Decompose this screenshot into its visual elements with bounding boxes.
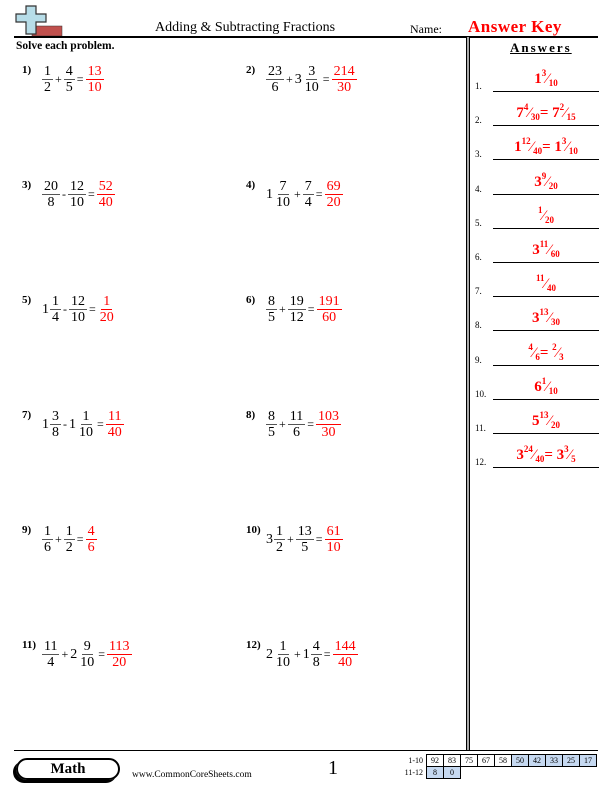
numerator: 144 (334, 639, 356, 654)
answer-row-5 (475, 199, 599, 231)
expression (266, 179, 343, 210)
denominator: 20 (99, 310, 114, 325)
answer-fraction (333, 639, 358, 670)
numerator: 1 (65, 524, 73, 539)
answers-title: Answers (510, 40, 572, 55)
denominator: 60 (322, 310, 337, 325)
first-fraction (42, 64, 53, 95)
score-cell: 83 (444, 755, 461, 767)
answer-line (493, 159, 599, 160)
expression (266, 64, 357, 95)
answer-column-divider-right (469, 37, 470, 750)
answer-line (493, 365, 599, 366)
first-fraction (274, 179, 292, 210)
answer-fraction (86, 524, 97, 555)
first-fraction (50, 294, 61, 325)
equals-sign: = (89, 302, 96, 316)
equals-sign: = (97, 417, 104, 431)
score-row-11-12 (392, 767, 597, 779)
denominator: 8 (312, 655, 320, 670)
answer-fraction (332, 64, 357, 95)
answer-row-2 (475, 96, 599, 128)
second-fraction (296, 524, 314, 555)
answer-value: $3^9⁄_{20}$ (534, 170, 558, 191)
numerator: 9 (83, 639, 91, 654)
numerator: 4 (312, 639, 320, 654)
answer-fraction (107, 639, 131, 670)
expression (42, 179, 115, 210)
numerator: 1 (103, 294, 111, 309)
numerator: 11 (289, 409, 304, 424)
numerator: 191 (318, 294, 340, 309)
denominator: 10 (80, 655, 95, 670)
whole-number: 1 (42, 301, 49, 317)
answer-fraction (316, 409, 341, 440)
denominator: 5 (268, 425, 275, 440)
problem-number: 2) (246, 64, 256, 76)
operator: + (55, 532, 62, 546)
whole-number: 1 (42, 416, 49, 432)
first-fraction (42, 179, 60, 210)
second-fraction (77, 409, 95, 440)
problem-number: 12) (246, 639, 261, 651)
equals-sign: = (307, 302, 315, 316)
operator: + (279, 417, 286, 431)
numerator: 61 (326, 524, 341, 539)
numerator: 4 (65, 64, 73, 79)
denominator: 12 (289, 310, 304, 325)
score-row-1-10 (392, 755, 597, 767)
first-fraction (266, 294, 277, 325)
numerator: 12 (70, 179, 84, 194)
answer-number: 1. (475, 81, 482, 91)
answer-fraction (325, 179, 343, 210)
numerator: 69 (326, 179, 341, 194)
numerator: 52 (98, 179, 113, 194)
whole-number: 3 (294, 71, 302, 87)
second-fraction (68, 179, 86, 210)
score-cell: 17 (580, 755, 597, 767)
denominator: 6 (293, 425, 301, 440)
expression (42, 639, 132, 670)
answer-number: 7. (475, 286, 482, 297)
equals-sign: = (307, 417, 315, 431)
equals-sign: = (98, 647, 106, 661)
answer-fraction (98, 294, 116, 325)
answer-line (493, 262, 599, 263)
answer-line (493, 330, 599, 331)
denominator: 6 (44, 540, 51, 555)
numerator: 8 (268, 409, 275, 424)
second-fraction (288, 294, 306, 325)
denominator: 2 (65, 540, 73, 555)
first-fraction (42, 639, 59, 670)
denominator: 20 (326, 195, 341, 210)
answer-line (493, 296, 599, 297)
answer-number: 2. (475, 115, 482, 126)
numerator: 1 (44, 524, 51, 539)
denominator: 8 (47, 195, 55, 210)
whole-number: 3 (266, 531, 273, 547)
numerator: 1 (52, 294, 59, 309)
answer-value: $1^3⁄_{10}$ (534, 68, 558, 88)
score-cell: 92 (427, 755, 444, 767)
math-plus-logo-icon (14, 4, 74, 36)
denominator: 10 (71, 310, 85, 325)
answer-value: $6^1⁄_{10}$ (534, 375, 558, 396)
second-fraction (303, 64, 321, 95)
answer-fraction (86, 64, 104, 95)
answer-number: 10. (475, 388, 487, 399)
operator: + (286, 72, 293, 86)
operator: - (62, 187, 66, 201)
equals-sign: = (322, 72, 330, 86)
answer-number: 8. (475, 320, 482, 331)
answer-number: 5. (475, 217, 482, 228)
operator: + (287, 532, 294, 546)
answer-line (493, 91, 599, 92)
answer-number: 11. (475, 423, 486, 433)
answer-row-1 (475, 62, 599, 94)
score-cell: 0 (444, 767, 461, 779)
answer-line (493, 433, 599, 434)
score-cell: 67 (478, 755, 495, 767)
expression (42, 409, 124, 440)
page-number: 1 (328, 757, 338, 779)
equals-sign: = (76, 72, 84, 86)
answer-number: 4. (475, 183, 482, 194)
score-cell: 8 (427, 767, 444, 779)
equals-sign: = (315, 532, 323, 546)
problem-number: 6) (246, 294, 256, 306)
whole-number: 2 (70, 646, 78, 662)
answer-row-11 (475, 404, 599, 436)
name-label: Name: (410, 22, 442, 36)
first-fraction (42, 524, 53, 555)
score-cell: 25 (563, 755, 580, 767)
answer-line (493, 467, 599, 468)
site-url: www.CommonCoreSheets.com (132, 770, 252, 780)
expression (42, 64, 104, 95)
answer-value: $3^{24}⁄_{40}=$ $3^3⁄_5$ (516, 444, 576, 465)
expression (266, 294, 342, 325)
answer-line (493, 228, 599, 229)
answer-row-12 (475, 438, 599, 470)
denominator: 40 (98, 195, 113, 210)
name-value: Answer Key (468, 17, 562, 36)
numerator: 11 (108, 409, 122, 424)
answer-fraction (317, 294, 342, 325)
score-row-label: 1-10 (408, 756, 423, 765)
numerator: 214 (333, 64, 355, 79)
equals-sign: = (76, 532, 84, 546)
operator: + (55, 72, 62, 86)
denominator: 10 (326, 540, 341, 555)
numerator: 19 (289, 294, 304, 309)
answer-fraction (325, 524, 343, 555)
answer-row-4 (475, 165, 599, 197)
answer-number: 6. (475, 252, 482, 262)
numerator: 4 (87, 524, 95, 539)
expression (42, 294, 116, 325)
denominator: 6 (271, 80, 279, 95)
answer-line (493, 194, 599, 195)
answer-row-8 (475, 301, 599, 333)
problem-number: 8) (246, 409, 256, 421)
denominator: 10 (79, 425, 93, 440)
second-fraction (64, 524, 75, 555)
equals-sign: = (88, 187, 95, 201)
numerator: 1 (276, 524, 283, 539)
numerator: 12 (71, 294, 85, 309)
denominator: 20 (112, 655, 127, 670)
answer-row-9 (475, 336, 599, 368)
operator: + (294, 647, 301, 661)
numerator: 23 (268, 64, 282, 79)
numerator: 3 (308, 64, 316, 79)
score-cell: 42 (529, 755, 546, 767)
answer-value: $5^{13}⁄_{20}$ (531, 410, 560, 430)
header-divider (14, 36, 598, 38)
numerator: 1 (279, 639, 287, 654)
instructions: Solve each problem. (16, 40, 115, 52)
denominator: 10 (276, 655, 290, 670)
expression (266, 409, 341, 440)
numerator: 8 (268, 294, 275, 309)
worksheet-title: Adding & Subtracting Fractions (155, 20, 336, 35)
denominator: 30 (321, 425, 336, 440)
expression (266, 524, 343, 555)
equals-sign: = (315, 187, 323, 201)
answer-line (493, 125, 599, 126)
answer-row-7 (475, 267, 599, 299)
answer-number: 9. (475, 354, 482, 365)
first-fraction (266, 64, 284, 95)
denominator: 30 (337, 80, 352, 95)
answer-value: $3^{13}⁄_{30}$ (531, 307, 560, 328)
expression (266, 639, 358, 670)
expression (42, 524, 97, 555)
denominator: 10 (70, 195, 84, 210)
numerator: 7 (279, 179, 287, 194)
denominator: 8 (52, 425, 59, 440)
score-cell: 33 (546, 755, 563, 767)
second-fraction (69, 294, 87, 325)
denominator: 5 (65, 80, 73, 95)
second-fraction (303, 179, 314, 210)
whole-number: 1 (302, 646, 310, 662)
answer-value: $1^{12}⁄_{40}=$ $1^3⁄_{10}$ (514, 136, 578, 157)
denominator: 40 (107, 425, 122, 440)
problem-number: 1) (22, 64, 32, 76)
problem-number: 4) (246, 179, 256, 191)
problem-number: 5) (22, 294, 32, 306)
numerator: 13 (87, 64, 102, 79)
footer-divider (14, 750, 598, 751)
numerator: 1 (44, 64, 51, 79)
problem-number: 9) (22, 524, 32, 536)
second-fraction (288, 409, 305, 440)
numerator: 1 (82, 409, 90, 424)
second-fraction (78, 639, 96, 670)
whole-number: 2 (266, 646, 273, 662)
second-fraction (311, 639, 322, 670)
operator: + (61, 647, 69, 661)
denominator: 2 (44, 80, 51, 95)
answer-row-3 (475, 130, 599, 162)
answer-number: 12. (475, 457, 487, 468)
first-fraction (274, 524, 285, 555)
operator: + (294, 187, 301, 201)
answer-fraction (106, 409, 124, 440)
denominator: 5 (268, 310, 275, 325)
denominator: 40 (338, 655, 353, 670)
whole-number: 1 (69, 416, 76, 432)
numerator: 103 (318, 409, 340, 424)
score-row-label: 11-12 (404, 768, 423, 777)
denominator: 5 (301, 540, 309, 555)
denominator: 10 (87, 80, 102, 95)
numerator: 20 (44, 179, 58, 194)
denominator: 2 (276, 540, 283, 555)
answer-value: $^1⁄_{20}$ (537, 204, 554, 225)
operator: + (279, 302, 286, 316)
problem-number: 11) (22, 639, 37, 651)
first-fraction (266, 409, 277, 440)
denominator: 10 (276, 195, 290, 210)
answer-fraction (97, 179, 115, 210)
score-cell: 50 (512, 755, 529, 767)
answer-row-6 (475, 233, 599, 265)
first-fraction (274, 639, 292, 670)
whole-number: 1 (266, 186, 273, 202)
answer-column-divider-left (466, 37, 467, 750)
operator: - (63, 417, 67, 431)
answer-value: $^4⁄_6=$ $^2⁄_3$ (528, 341, 564, 362)
numerator: 7 (304, 179, 312, 194)
equals-sign: = (323, 647, 331, 661)
subject-badge: Math (16, 758, 120, 780)
problem-number: 3) (22, 179, 32, 191)
numerator: 11 (44, 639, 58, 654)
numerator: 3 (52, 409, 59, 424)
numerator: 113 (109, 639, 130, 654)
score-table (392, 754, 597, 779)
score-cell: 58 (495, 755, 512, 767)
problem-number: 10) (246, 524, 261, 536)
first-fraction (50, 409, 61, 440)
answer-line (493, 399, 599, 400)
answer-row-10 (475, 370, 599, 402)
answer-value: $7^4⁄_{30}=$ $7^2⁄_{15}$ (516, 102, 576, 123)
denominator: 4 (52, 310, 59, 325)
second-fraction (64, 64, 75, 95)
answer-value: $3^{11}⁄_{60}$ (532, 239, 560, 259)
denominator: 6 (87, 540, 95, 555)
denominator: 4 (304, 195, 312, 210)
denominator: 10 (304, 80, 319, 95)
numerator: 13 (297, 524, 312, 539)
operator: - (63, 302, 67, 316)
score-cell: 75 (461, 755, 478, 767)
answer-value: $^{11}⁄_{40}$ (535, 273, 557, 294)
answer-number: 3. (475, 149, 482, 160)
problem-number: 7) (22, 409, 32, 421)
denominator: 4 (47, 655, 55, 670)
